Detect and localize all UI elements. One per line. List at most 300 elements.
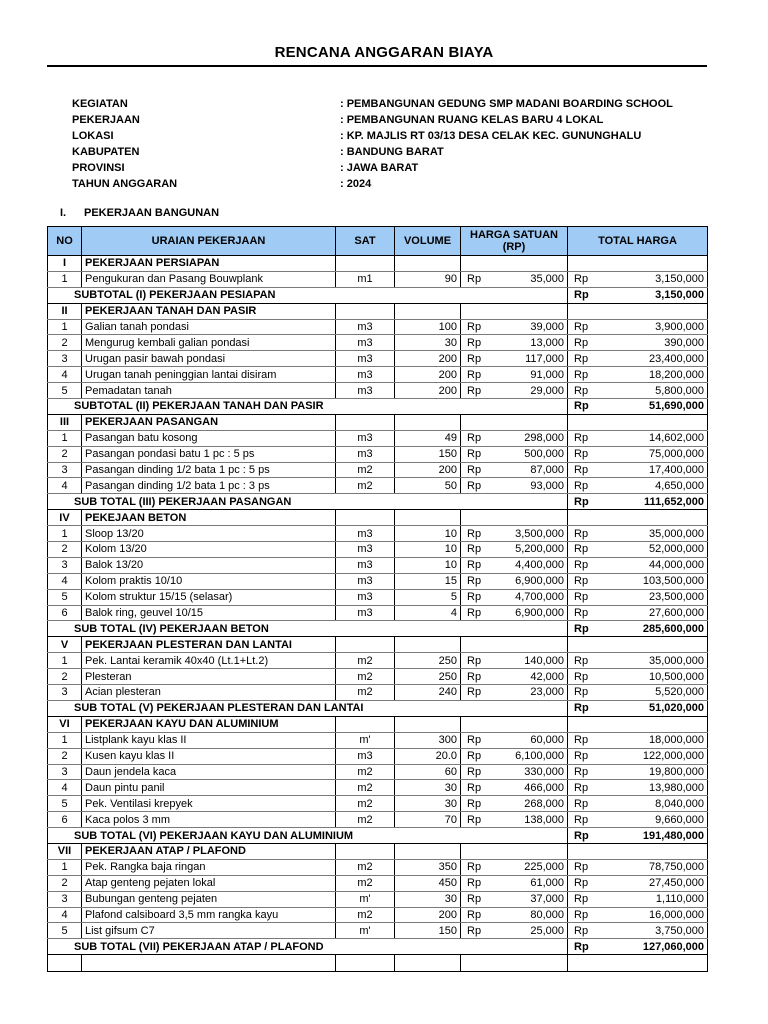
item-unit-price: 35,000 xyxy=(495,271,568,287)
group-header-row xyxy=(48,637,708,653)
item-description: Plafond calsiboard 3,5 mm rangka kayu xyxy=(82,907,336,923)
currency-label: Rp xyxy=(461,748,495,764)
item-number: 1 xyxy=(48,859,82,875)
item-volume: 10 xyxy=(395,526,461,542)
empty-cell xyxy=(48,955,82,972)
item-total-price: 5,800,000 xyxy=(602,383,708,399)
empty-cell xyxy=(395,716,461,732)
currency-label: Rp xyxy=(461,430,495,446)
currency-label: Rp xyxy=(461,557,495,573)
item-number: 3 xyxy=(48,557,82,573)
table-row xyxy=(48,891,708,907)
item-number: 5 xyxy=(48,923,82,939)
item-volume: 4 xyxy=(395,605,461,621)
item-description: Urugan pasir bawah pondasi xyxy=(82,351,336,367)
empty-cell xyxy=(336,510,395,526)
info-label: LOKASI xyxy=(72,130,114,142)
item-unit-price: 87,000 xyxy=(495,462,568,478)
item-volume: 150 xyxy=(395,923,461,939)
item-volume: 240 xyxy=(395,685,461,701)
empty-cell xyxy=(82,955,336,972)
item-unit-price: 29,000 xyxy=(495,383,568,399)
currency-label: Rp xyxy=(568,605,602,621)
item-unit: m3 xyxy=(336,430,395,446)
item-number: 2 xyxy=(48,446,82,462)
info-label: KABUPATEN xyxy=(72,146,140,158)
item-total-price: 3,900,000 xyxy=(602,319,708,335)
item-description: Listplank kayu klas II xyxy=(82,732,336,748)
subtotal-row xyxy=(48,287,708,303)
item-unit-price: 39,000 xyxy=(495,319,568,335)
item-volume: 30 xyxy=(395,891,461,907)
item-number: 5 xyxy=(48,589,82,605)
info-row-provinsi xyxy=(72,160,712,176)
item-unit: m2 xyxy=(336,812,395,828)
item-description: Pek. Ventilasi krepyek xyxy=(82,796,336,812)
empty-cell xyxy=(568,303,708,319)
currency-label: Rp xyxy=(461,367,495,383)
currency-label: Rp xyxy=(568,732,602,748)
item-total-price: 9,660,000 xyxy=(602,812,708,828)
item-volume: 150 xyxy=(395,446,461,462)
item-total-price: 27,600,000 xyxy=(602,605,708,621)
table-row xyxy=(48,446,708,462)
currency-label: Rp xyxy=(568,764,602,780)
currency-label: Rp xyxy=(461,812,495,828)
header-no: NO xyxy=(48,227,82,256)
table-row xyxy=(48,685,708,701)
project-info xyxy=(72,96,712,192)
table-row xyxy=(48,462,708,478)
info-label: PEKERJAAN xyxy=(72,114,140,126)
item-total-price: 122,000,000 xyxy=(602,748,708,764)
currency-label: Rp xyxy=(568,446,602,462)
currency-label: Rp xyxy=(568,685,602,701)
item-unit-price: 6,100,000 xyxy=(495,748,568,764)
item-description: Pek. Rangka baja ringan xyxy=(82,859,336,875)
section-number: I. xyxy=(60,207,67,219)
table-row xyxy=(48,557,708,573)
item-unit-price: 93,000 xyxy=(495,478,568,494)
table-row xyxy=(48,367,708,383)
item-volume: 10 xyxy=(395,542,461,558)
item-number: 1 xyxy=(48,430,82,446)
item-description: Balok ring, geuvel 10/15 xyxy=(82,605,336,621)
item-unit-price: 25,000 xyxy=(495,923,568,939)
currency-label: Rp xyxy=(461,907,495,923)
item-total-price: 23,400,000 xyxy=(602,351,708,367)
currency-label: Rp xyxy=(461,478,495,494)
item-total-price: 3,750,000 xyxy=(602,923,708,939)
currency-label: Rp xyxy=(461,335,495,351)
currency-label: Rp xyxy=(461,859,495,875)
item-total-price: 16,000,000 xyxy=(602,907,708,923)
currency-label: Rp xyxy=(568,621,602,637)
item-total-price: 75,000,000 xyxy=(602,446,708,462)
currency-label: Rp xyxy=(568,526,602,542)
item-unit: m' xyxy=(336,923,395,939)
empty-cell xyxy=(461,637,568,653)
table-header-row xyxy=(48,227,708,256)
currency-label: Rp xyxy=(568,494,602,510)
item-volume: 200 xyxy=(395,383,461,399)
subtotal-label: SUB TOTAL (IV) PEKERJAAN BETON xyxy=(48,621,568,637)
item-unit: m2 xyxy=(336,859,395,875)
table-row xyxy=(48,907,708,923)
item-unit-price: 60,000 xyxy=(495,732,568,748)
currency-label: Rp xyxy=(461,653,495,669)
header-total-harga: TOTAL HARGA xyxy=(568,227,708,256)
item-unit: m3 xyxy=(336,589,395,605)
item-description: Acian plesteran xyxy=(82,685,336,701)
item-number: 4 xyxy=(48,478,82,494)
currency-label: Rp xyxy=(568,748,602,764)
currency-label: Rp xyxy=(568,367,602,383)
currency-label: Rp xyxy=(568,669,602,685)
document-title: RENCANA ANGGARAN BIAYA xyxy=(274,44,494,61)
item-unit-price: 268,000 xyxy=(495,796,568,812)
item-volume: 250 xyxy=(395,653,461,669)
empty-cell xyxy=(568,414,708,430)
item-number: 3 xyxy=(48,764,82,780)
item-volume: 50 xyxy=(395,478,461,494)
item-unit-price: 117,000 xyxy=(495,351,568,367)
subtotal-amount: 51,690,000 xyxy=(602,399,708,415)
currency-label: Rp xyxy=(461,732,495,748)
item-number: 1 xyxy=(48,319,82,335)
empty-cell xyxy=(336,303,395,319)
item-unit-price: 23,000 xyxy=(495,685,568,701)
table-row xyxy=(48,430,708,446)
item-number: 1 xyxy=(48,732,82,748)
group-number: I xyxy=(48,256,82,272)
item-total-price: 8,040,000 xyxy=(602,796,708,812)
item-unit: m2 xyxy=(336,780,395,796)
info-value: : BANDUNG BARAT xyxy=(340,146,444,158)
item-description: Kusen kayu klas II xyxy=(82,748,336,764)
item-total-price: 3,150,000 xyxy=(602,271,708,287)
currency-label: Rp xyxy=(568,478,602,494)
currency-label: Rp xyxy=(461,383,495,399)
empty-cell xyxy=(461,716,568,732)
empty-cell xyxy=(336,716,395,732)
info-label: TAHUN ANGGARAN xyxy=(72,178,178,190)
item-number: 4 xyxy=(48,367,82,383)
item-unit-price: 61,000 xyxy=(495,875,568,891)
subtotal-row xyxy=(48,700,708,716)
budget-table xyxy=(47,226,708,972)
currency-label: Rp xyxy=(568,939,602,955)
item-unit: m3 xyxy=(336,557,395,573)
item-volume: 60 xyxy=(395,764,461,780)
item-unit: m3 xyxy=(336,351,395,367)
item-unit: m3 xyxy=(336,319,395,335)
table-row xyxy=(48,335,708,351)
empty-cell xyxy=(568,716,708,732)
subtotal-row xyxy=(48,939,708,955)
empty-cell xyxy=(568,843,708,859)
item-total-price: 35,000,000 xyxy=(602,526,708,542)
item-unit: m2 xyxy=(336,462,395,478)
subtotal-row xyxy=(48,399,708,415)
item-total-price: 14,602,000 xyxy=(602,430,708,446)
item-total-price: 103,500,000 xyxy=(602,573,708,589)
currency-label: Rp xyxy=(568,923,602,939)
currency-label: Rp xyxy=(568,589,602,605)
item-description: Atap genteng pejaten lokal xyxy=(82,875,336,891)
item-unit-price: 330,000 xyxy=(495,764,568,780)
table-row xyxy=(48,271,708,287)
table-row xyxy=(48,796,708,812)
item-unit: m2 xyxy=(336,685,395,701)
subtotal-label: SUB TOTAL (III) PEKERJAAN PASANGAN xyxy=(48,494,568,510)
empty-cell xyxy=(336,256,395,272)
item-number: 3 xyxy=(48,891,82,907)
item-description: Balok 13/20 xyxy=(82,557,336,573)
currency-label: Rp xyxy=(461,764,495,780)
item-total-price: 27,450,000 xyxy=(602,875,708,891)
item-unit: m2 xyxy=(336,764,395,780)
table-row xyxy=(48,812,708,828)
group-number: II xyxy=(48,303,82,319)
group-title: PEKERJAAN PLESTERAN DAN LANTAI xyxy=(82,637,336,653)
info-label: PROVINSI xyxy=(72,162,125,174)
table-row xyxy=(48,589,708,605)
currency-label: Rp xyxy=(568,700,602,716)
item-number: 3 xyxy=(48,462,82,478)
section-title: PEKERJAAN BANGUNAN xyxy=(84,207,220,219)
subtotal-amount: 285,600,000 xyxy=(602,621,708,637)
item-number: 6 xyxy=(48,812,82,828)
subtotal-row xyxy=(48,828,708,844)
currency-label: Rp xyxy=(568,796,602,812)
info-value: : JAWA BARAT xyxy=(340,162,419,174)
info-label: KEGIATAN xyxy=(72,98,128,110)
currency-label: Rp xyxy=(461,685,495,701)
item-volume: 30 xyxy=(395,780,461,796)
currency-label: Rp xyxy=(568,859,602,875)
item-description: Kaca polos 3 mm xyxy=(82,812,336,828)
group-header-row xyxy=(48,303,708,319)
item-volume: 10 xyxy=(395,557,461,573)
item-total-price: 78,750,000 xyxy=(602,859,708,875)
currency-label: Rp xyxy=(568,383,602,399)
group-header-row xyxy=(48,256,708,272)
table-row xyxy=(48,383,708,399)
group-title: PEKERJAAN PASANGAN xyxy=(82,414,336,430)
item-unit-price: 298,000 xyxy=(495,430,568,446)
currency-label: Rp xyxy=(568,399,602,415)
subtotal-label: SUB TOTAL (VI) PEKERJAAN KAYU DAN ALUMINIUM xyxy=(48,828,568,844)
item-description: List gifsum C7 xyxy=(82,923,336,939)
item-total-price: 19,800,000 xyxy=(602,764,708,780)
empty-cell xyxy=(395,414,461,430)
item-volume: 200 xyxy=(395,907,461,923)
item-description: Plesteran xyxy=(82,669,336,685)
currency-label: Rp xyxy=(461,462,495,478)
item-unit-price: 500,000 xyxy=(495,446,568,462)
item-unit-price: 80,000 xyxy=(495,907,568,923)
empty-cell xyxy=(336,414,395,430)
empty-cell xyxy=(461,843,568,859)
group-header-row xyxy=(48,414,708,430)
item-total-price: 5,520,000 xyxy=(602,685,708,701)
header-harga-satuan: HARGA SATUAN (RP) xyxy=(461,227,568,256)
item-unit-price: 6,900,000 xyxy=(495,605,568,621)
empty-cell xyxy=(568,955,708,972)
info-row-tahun-anggaran xyxy=(72,176,712,192)
subtotal-label: SUB TOTAL (VII) PEKERJAAN ATAP / PLAFOND xyxy=(48,939,568,955)
item-number: 2 xyxy=(48,335,82,351)
currency-label: Rp xyxy=(568,653,602,669)
item-total-price: 4,650,000 xyxy=(602,478,708,494)
item-description: Pasangan batu kosong xyxy=(82,430,336,446)
info-row-lokasi xyxy=(72,128,712,144)
item-description: Kolom praktis 10/10 xyxy=(82,573,336,589)
empty-cell xyxy=(336,843,395,859)
item-total-price: 23,500,000 xyxy=(602,589,708,605)
group-title: PEKERJAAN ATAP / PLAFOND xyxy=(82,843,336,859)
item-unit: m3 xyxy=(336,605,395,621)
item-number: 5 xyxy=(48,383,82,399)
item-number: 1 xyxy=(48,271,82,287)
item-description: Kolom struktur 15/15 (selasar) xyxy=(82,589,336,605)
group-number: III xyxy=(48,414,82,430)
empty-cell xyxy=(395,637,461,653)
currency-label: Rp xyxy=(461,319,495,335)
item-number: 4 xyxy=(48,780,82,796)
item-total-price: 390,000 xyxy=(602,335,708,351)
item-unit-price: 13,000 xyxy=(495,335,568,351)
item-volume: 49 xyxy=(395,430,461,446)
table-row xyxy=(48,605,708,621)
subtotal-label: SUB TOTAL (V) PEKERJAAN PLESTERAN DAN LANTAI xyxy=(48,700,568,716)
currency-label: Rp xyxy=(461,573,495,589)
info-value: : PEMBANGUNAN RUANG KELAS BARU 4 LOKAL xyxy=(340,114,604,126)
item-number: 2 xyxy=(48,875,82,891)
group-number: IV xyxy=(48,510,82,526)
item-description: Galian tanah pondasi xyxy=(82,319,336,335)
currency-label: Rp xyxy=(568,271,602,287)
subtotal-amount: 3,150,000 xyxy=(602,287,708,303)
currency-label: Rp xyxy=(461,875,495,891)
item-description: Pasangan dinding 1/2 bata 1 pc : 3 ps xyxy=(82,478,336,494)
currency-label: Rp xyxy=(568,319,602,335)
item-number: 4 xyxy=(48,907,82,923)
item-volume: 250 xyxy=(395,669,461,685)
item-description: Mengurug kembali galian pondasi xyxy=(82,335,336,351)
item-unit: m2 xyxy=(336,653,395,669)
table-row xyxy=(48,573,708,589)
group-number: VI xyxy=(48,716,82,732)
currency-label: Rp xyxy=(568,351,602,367)
item-unit: m' xyxy=(336,891,395,907)
empty-cell xyxy=(461,955,568,972)
item-volume: 90 xyxy=(395,271,461,287)
item-description: Kolom 13/20 xyxy=(82,542,336,558)
currency-label: Rp xyxy=(461,780,495,796)
group-number: V xyxy=(48,637,82,653)
item-number: 2 xyxy=(48,669,82,685)
item-unit-price: 91,000 xyxy=(495,367,568,383)
item-unit: m3 xyxy=(336,335,395,351)
info-row-pekerjaan xyxy=(72,112,712,128)
currency-label: Rp xyxy=(461,351,495,367)
table-row xyxy=(48,875,708,891)
table-body xyxy=(48,256,708,972)
item-number: 6 xyxy=(48,605,82,621)
currency-label: Rp xyxy=(461,271,495,287)
item-volume: 300 xyxy=(395,732,461,748)
group-title: PEKERJAAN TANAH DAN PASIR xyxy=(82,303,336,319)
empty-cell xyxy=(395,843,461,859)
item-unit-price: 4,700,000 xyxy=(495,589,568,605)
item-description: Daun pintu panil xyxy=(82,780,336,796)
item-number: 1 xyxy=(48,526,82,542)
table-row xyxy=(48,748,708,764)
item-unit: m2 xyxy=(336,669,395,685)
info-value: : 2024 xyxy=(340,178,372,190)
item-number: 2 xyxy=(48,748,82,764)
item-unit-price: 138,000 xyxy=(495,812,568,828)
item-total-price: 17,400,000 xyxy=(602,462,708,478)
item-volume: 20.0 xyxy=(395,748,461,764)
item-volume: 70 xyxy=(395,812,461,828)
table-row xyxy=(48,653,708,669)
currency-label: Rp xyxy=(461,891,495,907)
item-unit: m3 xyxy=(336,526,395,542)
item-number: 4 xyxy=(48,573,82,589)
empty-cell xyxy=(461,256,568,272)
currency-label: Rp xyxy=(461,446,495,462)
subtotal-amount: 127,060,000 xyxy=(602,939,708,955)
item-number: 3 xyxy=(48,351,82,367)
section-heading xyxy=(60,207,219,219)
table-row xyxy=(48,319,708,335)
group-title: PEKEJAAN BETON xyxy=(82,510,336,526)
item-unit-price: 37,000 xyxy=(495,891,568,907)
blank-row xyxy=(48,955,708,972)
item-unit: m' xyxy=(336,732,395,748)
item-unit: m3 xyxy=(336,367,395,383)
item-description: Pengukuran dan Pasang Bouwplank xyxy=(82,271,336,287)
header-volume: VOLUME xyxy=(395,227,461,256)
table-row xyxy=(48,669,708,685)
item-unit: m2 xyxy=(336,796,395,812)
item-description: Pasangan dinding 1/2 bata 1 pc : 5 ps xyxy=(82,462,336,478)
header-sat: SAT xyxy=(336,227,395,256)
item-volume: 15 xyxy=(395,573,461,589)
item-number: 5 xyxy=(48,796,82,812)
empty-cell xyxy=(395,510,461,526)
group-number: VII xyxy=(48,843,82,859)
item-total-price: 52,000,000 xyxy=(602,542,708,558)
empty-cell xyxy=(336,637,395,653)
item-unit: m2 xyxy=(336,907,395,923)
group-header-row xyxy=(48,843,708,859)
currency-label: Rp xyxy=(568,780,602,796)
header-uraian: URAIAN PEKERJAAN xyxy=(82,227,336,256)
table-row xyxy=(48,859,708,875)
item-number: 2 xyxy=(48,542,82,558)
subtotal-row xyxy=(48,494,708,510)
info-value: : PEMBANGUNAN GEDUNG SMP MADANI BOARDING SCHOOL xyxy=(340,98,673,110)
empty-cell xyxy=(461,303,568,319)
currency-label: Rp xyxy=(568,335,602,351)
table-row xyxy=(48,732,708,748)
item-total-price: 10,500,000 xyxy=(602,669,708,685)
empty-cell xyxy=(395,955,461,972)
